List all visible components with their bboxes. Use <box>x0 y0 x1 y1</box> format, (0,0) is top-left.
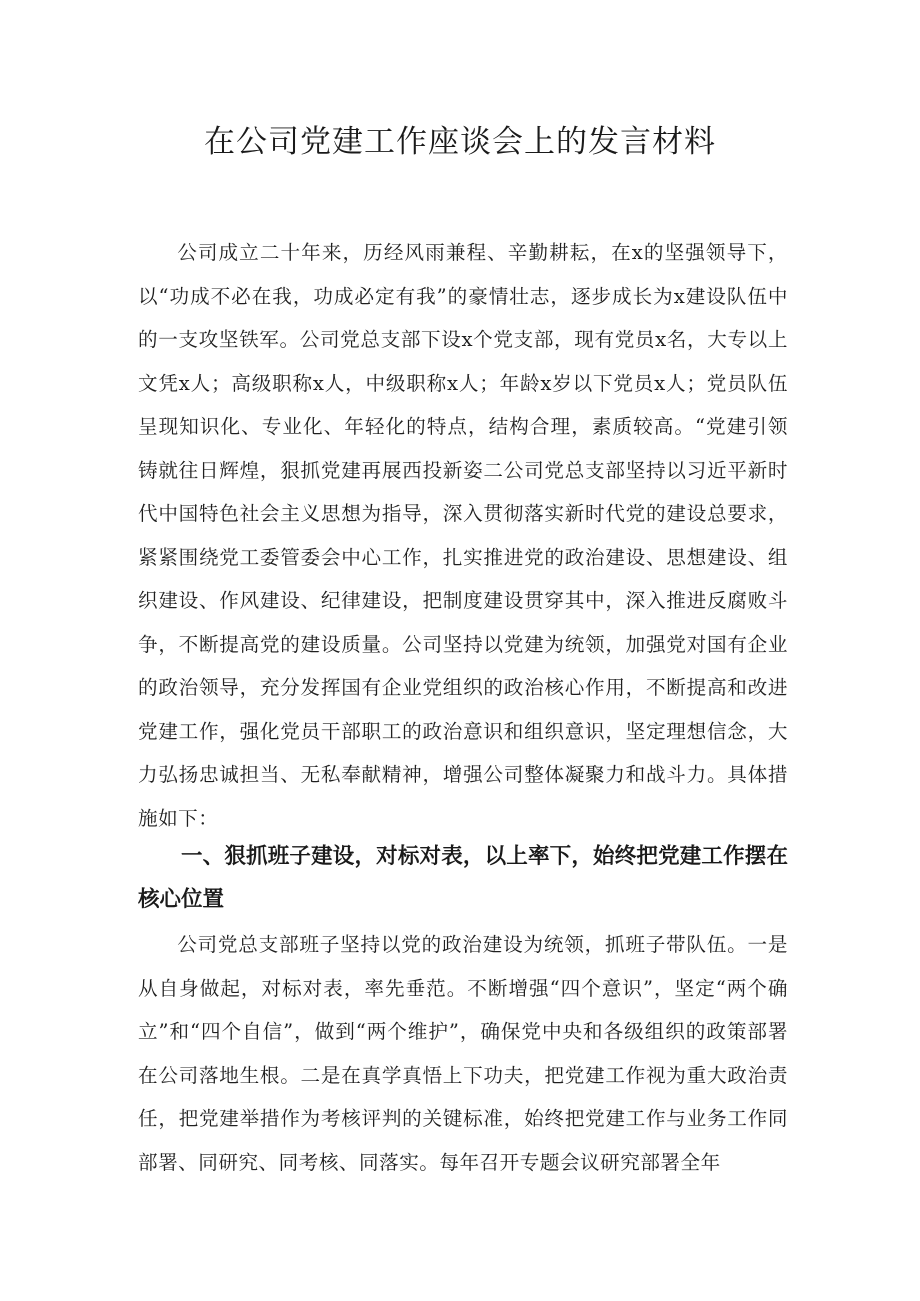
intro-paragraph: 公司成立二十年来，历经风雨兼程、辛勤耕耘，在x的坚强领导下，以“功成不必在我，功成必定有我”的豪情壮志，逐步成长为x建设队伍中的一支攻坚铁军。公司党总支部下设x个党支部，现有党员x名，大专以上文凭x人；高级职称x人，中级职称x人；年龄x岁以下党员x人；党员队伍呈现知识化、专业化、年轻化的特点，结构合理，素质较高。“党建引领铸就往日辉煌，狠抓党建再展西投新姿二公司党总支部坚持以习近平新时代中国特色社会主义思想为指导，深入贯彻落实新时代党的建设总要求，紧紧围绕党工委管委会中心工作，扎实推进党的政治建设、思想建设、组织建设、作风建设、纪律建设，把制度建设贯穿其中，深入推进反腐败斗争，不断提高党的建设质量。公司坚持以党建为统领，加强党对国有企业的政治领导，充分发挥国有企业党组织的政治核心作用，不断提高和改进党建工作，强化党员干部职工的政治意识和组织意识，坚定理想信念，大力弘扬忠诚担当、无私奉献精神，增强公司整体凝聚力和战斗力。具体措施如下： <box>138 241 788 830</box>
section-1-paragraph: 公司党总支部班子坚持以党的政治建设为统领，抓班子带队伍。一是从自身做起，对标对表，率先垂范。不断增强“四个意识”，坚定“两个确立”和“四个自信”，做到“两个维护”，确保党中央和各级组织的政策部署在公司落地生根。二是在真学真悟上下功夫，把党建工作视为重大政治责任，把党建举措作为考核评判的关键标准，始终把党建工作与业务工作同部署、同研究、同考核、同落实。每年召开专题会议研究部署全年 <box>138 933 788 1174</box>
document-title: 在公司党建工作座谈会上的发言材料 <box>204 124 716 160</box>
section-heading-1: 一、狠抓班子建设，对标对表，以上率下，始终把党建工作摆在核心位置 <box>138 844 788 912</box>
